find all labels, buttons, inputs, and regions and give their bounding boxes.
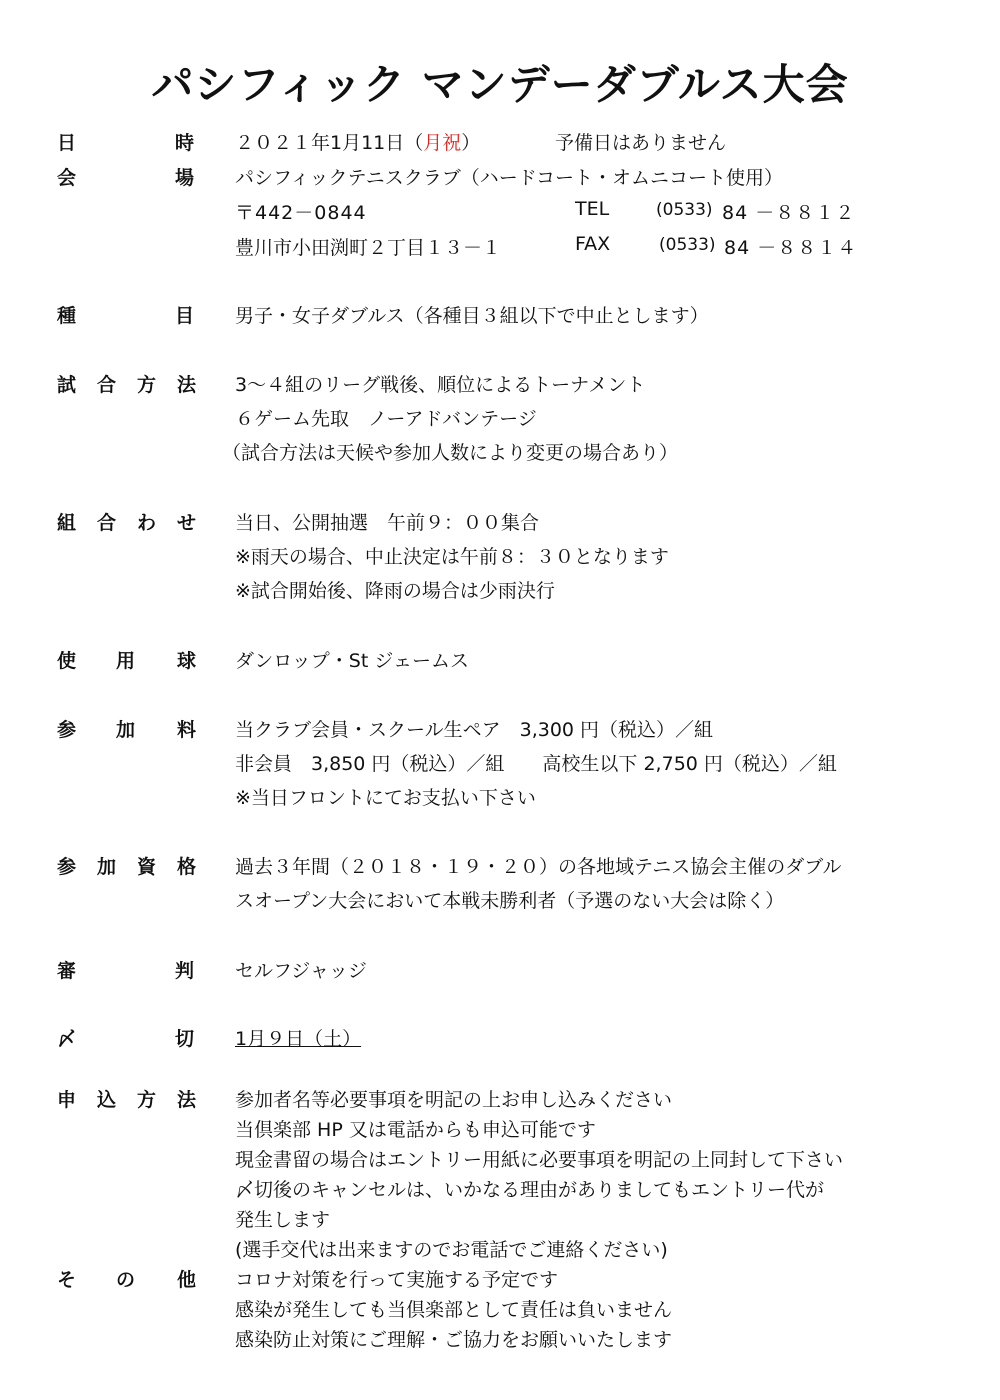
- fee-line: ※当日フロントにてお支払い下さい: [235, 787, 536, 809]
- deadline-date: 1月９日（土）: [235, 1028, 362, 1050]
- fax-area-code: (0533): [659, 235, 716, 255]
- draw-line: 当日、公開抽選 午前９：００集合: [235, 512, 540, 534]
- label-deadline-2: 切: [175, 1028, 195, 1050]
- label-apply-3: 方: [137, 1089, 157, 1111]
- other-line: 感染が発生しても当倶楽部として責任は負いません: [235, 1299, 673, 1321]
- fax-label: FAX: [575, 233, 611, 255]
- format-line: （試合方法は天候や参加人数により変更の場合あり）: [222, 442, 679, 464]
- label-ball-2: 用: [116, 650, 136, 672]
- label-eligibility-3: 資: [137, 856, 157, 878]
- label-other-3: 他: [177, 1269, 197, 1291]
- format-line: ６ゲーム先取 ノーアドバンテージ: [235, 408, 537, 430]
- label-venue-2: 場: [175, 167, 195, 189]
- label-ball-1: 使: [57, 650, 77, 672]
- eligibility-line: 過去３年間（２０１８・１９・２０）の各地域テニス協会主催のダブル: [235, 856, 842, 878]
- label-other-1: そ: [57, 1269, 77, 1291]
- label-umpire-2: 判: [175, 960, 195, 982]
- label-format-4: 法: [177, 374, 197, 396]
- event-date: ２０２１年1月11日（月祝）: [235, 132, 481, 154]
- tel-label: TEL: [575, 198, 610, 220]
- apply-line: 〆切後のキャンセルは、いかなる理由がありましてもエントリー代が: [235, 1179, 825, 1201]
- label-apply-2: 込: [97, 1089, 117, 1111]
- label-ball-3: 球: [177, 650, 197, 672]
- holiday-mark: 月祝: [423, 132, 462, 154]
- venue-postal: 〒442－0844: [235, 202, 367, 224]
- apply-line: 当倶楽部 HP 又は電話からも申込可能です: [235, 1119, 596, 1141]
- label-other-2: の: [116, 1269, 136, 1291]
- apply-line: 参加者名等必要事項を明記の上お申し込みください: [235, 1089, 673, 1111]
- fee-line: 非会員 3,850 円（税込）／組 高校生以下 2,750 円（税込）／組: [235, 753, 837, 775]
- label-apply-4: 法: [177, 1089, 197, 1111]
- other-line: 感染防止対策にご理解・ご協力をお願いいたします: [235, 1329, 673, 1351]
- draw-line: ※雨天の場合、中止決定は午前８：３０となります: [235, 546, 669, 568]
- apply-line: 発生します: [235, 1209, 331, 1231]
- label-event-2: 目: [175, 305, 195, 327]
- venue-name: パシフィックテニスクラブ（ハードコート・オムニコート使用）: [235, 167, 783, 189]
- label-format-1: 試: [57, 374, 77, 396]
- label-format-3: 方: [137, 374, 157, 396]
- draw-line: ※試合開始後、降雨の場合は少雨決行: [235, 580, 555, 602]
- label-draw-4: せ: [177, 512, 197, 534]
- label-event-1: 種: [57, 305, 77, 327]
- tel-number: 84 －８８１２: [722, 202, 856, 224]
- label-fee-1: 参: [57, 719, 77, 741]
- label-fee-2: 加: [116, 719, 136, 741]
- venue-address: 豊川市小田渕町２丁目１３－１: [235, 237, 502, 259]
- label-eligibility-1: 参: [57, 856, 77, 878]
- label-deadline-1: 〆: [57, 1028, 77, 1050]
- eligibility-line: スオープン大会において本戦未勝利者（予選のない大会は除く）: [235, 890, 785, 912]
- label-apply-1: 申: [57, 1089, 77, 1111]
- label-format-2: 合: [97, 374, 117, 396]
- page-title: パシフィック マンデーダブルス大会: [151, 60, 849, 109]
- fax-number: 84 －８８１４: [724, 237, 858, 259]
- tel-area-code: (0533): [656, 200, 713, 220]
- label-draw-1: 組: [57, 512, 77, 534]
- apply-line: 現金書留の場合はエントリー用紙に必要事項を明記の上同封して下さい: [235, 1149, 844, 1171]
- label-datetime-2: 時: [175, 132, 195, 154]
- label-draw-2: 合: [97, 512, 117, 534]
- label-venue-1: 会: [57, 167, 77, 189]
- event-type: 男子・女子ダブルス（各種目３組以下で中止とします）: [235, 305, 709, 327]
- label-draw-3: わ: [137, 512, 157, 534]
- format-line: 3～４組のリーグ戦後、順位によるトーナメント: [235, 374, 646, 396]
- apply-line: (選手交代は出来ますのでお電話でご連絡ください): [235, 1239, 668, 1261]
- fee-line: 当クラブ会員・スクール生ペア 3,300 円（税込）／組: [235, 719, 714, 741]
- label-datetime-1: 日: [57, 132, 77, 154]
- other-line: コロナ対策を行って実施する予定です: [235, 1269, 559, 1291]
- umpire-method: セルフジャッジ: [235, 960, 367, 982]
- ball-brand: ダンロップ・St ジェームス: [235, 650, 469, 672]
- reserve-day-note: 予備日はありません: [555, 132, 727, 154]
- label-umpire-1: 審: [57, 960, 77, 982]
- label-eligibility-2: 加: [97, 856, 117, 878]
- label-fee-3: 料: [177, 719, 197, 741]
- label-eligibility-4: 格: [177, 856, 197, 878]
